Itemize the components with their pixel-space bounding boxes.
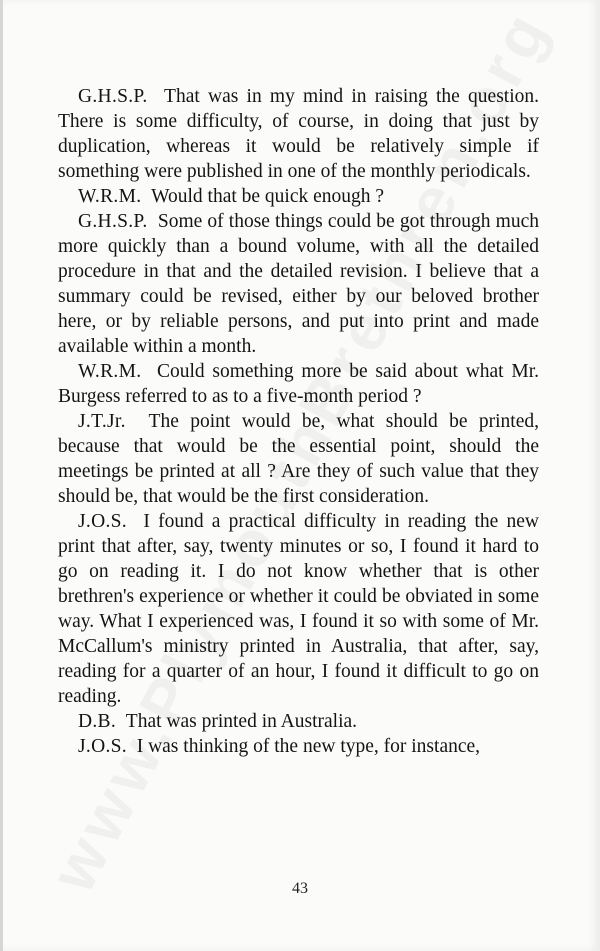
speaker-initials: W.R.M. xyxy=(78,361,142,382)
page-body xyxy=(58,84,539,759)
paragraph xyxy=(58,734,539,759)
paragraph-text: Would that be quick enough ? xyxy=(151,186,385,207)
paragraph xyxy=(58,709,539,734)
paragraph xyxy=(58,509,539,709)
paragraph-text: I found a practical difficulty in reading the new print that after, say, twenty minutes or so, I found it hard to go on reading it. I do not know whether that is other brethren's experience or whether it could be obviated in some way. What I experienced was, I found it so with some of Mr. McCallum's ministry printed in Australia, that after, say, reading for a quarter of an hour, I found it difficult to go on reading. xyxy=(58,511,540,707)
speaker-initials: J.O.S. xyxy=(78,511,127,532)
paragraph xyxy=(58,184,539,209)
paragraph-text: That was in my mind in raising the question. There is some difficulty, of course, in doing that just by duplication, whereas it would be relatively simple if something were published in one of the monthly periodicals. xyxy=(58,86,540,182)
speaker-initials: J.T.Jr. xyxy=(78,411,126,432)
paragraph-text: I was thinking of the new type, for instance, xyxy=(136,736,481,757)
speaker-initials: D.B. xyxy=(78,711,117,732)
speaker-initials: G.H.S.P. xyxy=(78,86,148,107)
speaker-initials: W.R.M. xyxy=(78,186,142,207)
speaker-initials: G.H.S.P. xyxy=(78,211,148,232)
paragraph-text: Some of those things could be got through much more quickly than a bound volume, with all the detailed procedure in that and the detailed revision. I believe that a summary could be revised, either by our beloved brother here, or by reliable persons, and put into print and made available within a month. xyxy=(58,211,539,357)
paragraph xyxy=(58,409,539,509)
paragraph xyxy=(58,209,539,359)
speaker-initials: J.O.S. xyxy=(78,736,127,757)
paragraph-text: That was printed in Australia. xyxy=(125,711,358,732)
paragraph xyxy=(58,359,539,409)
paragraph-text: The point would be, what should be printed, because that would be the essential point, should the meetings be printed at all ? Are they of such value that they should be, that would be the first consideration. xyxy=(58,411,540,507)
paragraph xyxy=(58,84,539,184)
scan-edge xyxy=(0,0,3,951)
page-number: 43 xyxy=(292,880,308,897)
paragraph-text: Could something more be said about what Mr. Burgess referred to as to a five-month period ? xyxy=(58,361,539,407)
